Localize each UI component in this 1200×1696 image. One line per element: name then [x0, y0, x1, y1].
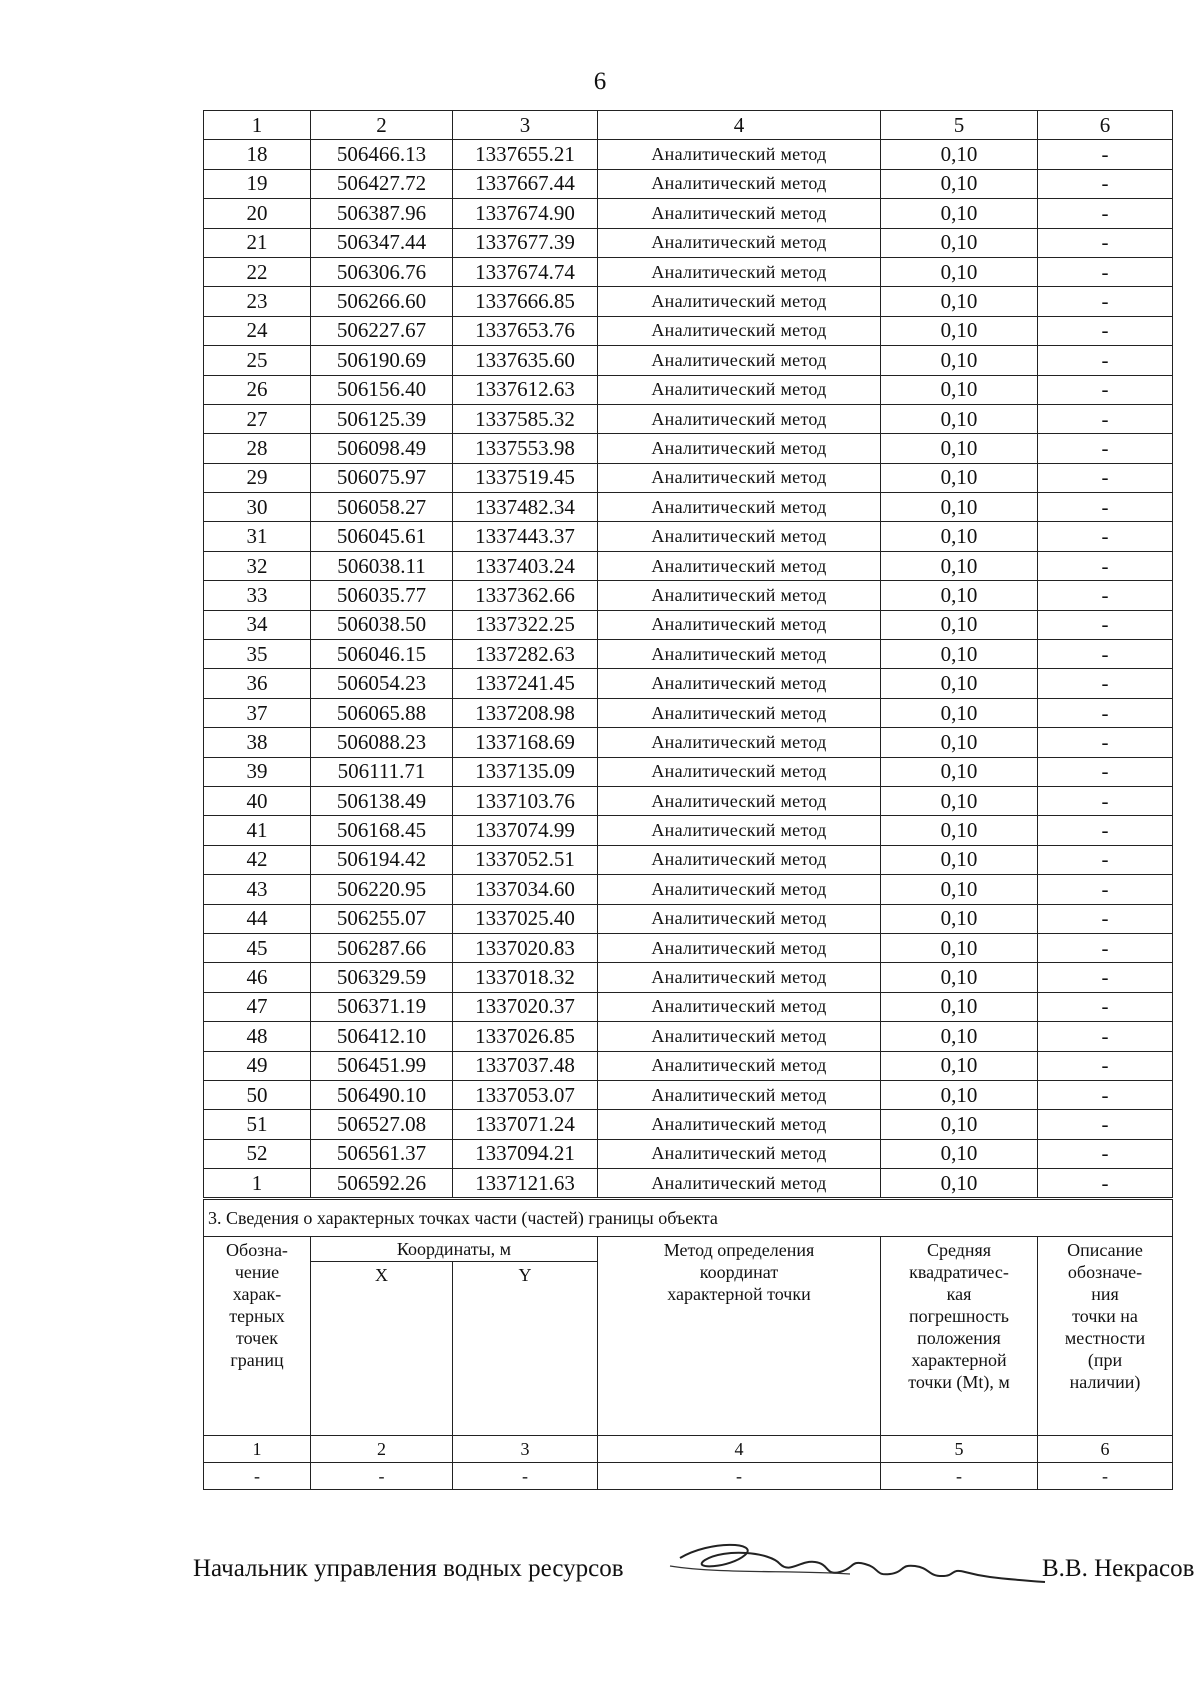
y-coordinate-cell: 1337071.24 [453, 1110, 598, 1139]
error-cell: 0,10 [881, 375, 1038, 404]
method-cell: Аналитический метод [598, 140, 881, 169]
error-cell: 0,10 [881, 1110, 1038, 1139]
description-cell: - [1038, 346, 1173, 375]
x-coordinate-cell: 506058.27 [311, 493, 453, 522]
error-cell: 0,10 [881, 640, 1038, 669]
point-number-cell: 34 [204, 610, 311, 639]
description-cell: - [1038, 1110, 1173, 1139]
point-number-cell: 23 [204, 287, 311, 316]
part-number-row [204, 1436, 1173, 1463]
x-coordinate-cell: 506054.23 [311, 669, 453, 698]
error-cell: 0,10 [881, 933, 1038, 962]
y-coordinate-cell: 1337674.74 [453, 257, 598, 286]
error-cell: 0,10 [881, 346, 1038, 375]
table-row [204, 992, 1173, 1021]
table-row [204, 287, 1173, 316]
table-row [204, 257, 1173, 286]
method-cell: Аналитический метод [598, 1139, 881, 1168]
description-cell: - [1038, 581, 1173, 610]
y-coordinate-cell: 1337135.09 [453, 757, 598, 786]
y-coordinate-cell: 1337482.34 [453, 493, 598, 522]
y-coordinate-cell: 1337034.60 [453, 875, 598, 904]
error-cell: 0,10 [881, 228, 1038, 257]
point-number-cell: 49 [204, 1051, 311, 1080]
signature-image [650, 1530, 1050, 1600]
y-header: Y [453, 1262, 598, 1436]
y-coordinate-cell: 1337362.66 [453, 581, 598, 610]
table-row [204, 199, 1173, 228]
x-coordinate-cell: 506046.15 [311, 640, 453, 669]
point-number-cell: 44 [204, 904, 311, 933]
point-number-cell: 42 [204, 845, 311, 874]
description-cell: - [1038, 434, 1173, 463]
table-row [204, 463, 1173, 492]
table-row [204, 1051, 1173, 1080]
point-number-cell: 48 [204, 1022, 311, 1051]
method-cell: Аналитический метод [598, 346, 881, 375]
column-number: 4 [598, 1436, 881, 1463]
column-number: 4 [598, 111, 881, 140]
table-row [204, 963, 1173, 992]
description-cell: - [1038, 728, 1173, 757]
column-number: 5 [881, 111, 1038, 140]
point-number-cell: 19 [204, 169, 311, 198]
method-cell: Аналитический метод [598, 375, 881, 404]
method-cell: Аналитический метод [598, 610, 881, 639]
table-row [204, 1169, 1173, 1198]
y-coordinate-cell: 1337037.48 [453, 1051, 598, 1080]
x-coordinate-cell: 506451.99 [311, 1051, 453, 1080]
point-number-cell: 28 [204, 434, 311, 463]
x-coordinate-cell: 506347.44 [311, 228, 453, 257]
x-coordinate-cell: 506220.95 [311, 875, 453, 904]
table-row [204, 581, 1173, 610]
y-coordinate-cell: 1337241.45 [453, 669, 598, 698]
table-row [204, 816, 1173, 845]
point-number-cell: 30 [204, 493, 311, 522]
method-cell: Аналитический метод [598, 786, 881, 815]
error-cell: 0,10 [881, 728, 1038, 757]
description-cell: - [1038, 551, 1173, 580]
method-cell: Аналитический метод [598, 1169, 881, 1198]
error-cell: 0,10 [881, 522, 1038, 551]
x-coordinate-cell: 506412.10 [311, 1022, 453, 1051]
signatory-position: Начальник управления водных ресурсов [193, 1555, 624, 1582]
column-number: 5 [881, 1436, 1038, 1463]
description-cell: - [1038, 199, 1173, 228]
table-row [204, 1080, 1173, 1109]
x-coordinate-cell: 506287.66 [311, 933, 453, 962]
x-coordinate-cell: 506227.67 [311, 316, 453, 345]
y-coordinate-cell: 1337094.21 [453, 1139, 598, 1168]
table-row [204, 786, 1173, 815]
method-cell: Аналитический метод [598, 904, 881, 933]
error-cell: 0,10 [881, 316, 1038, 345]
x-coordinate-cell: 506190.69 [311, 346, 453, 375]
y-coordinate-cell: 1337052.51 [453, 845, 598, 874]
y-coordinate-cell: 1337667.44 [453, 169, 598, 198]
method-cell: Аналитический метод [598, 522, 881, 551]
y-coordinate-cell: 1337677.39 [453, 228, 598, 257]
y-coordinate-cell: 1337208.98 [453, 698, 598, 727]
x-coordinate-cell: 506111.71 [311, 757, 453, 786]
y-coordinate-cell: 1337666.85 [453, 287, 598, 316]
x-coordinate-cell: 506194.42 [311, 845, 453, 874]
description-cell: - [1038, 287, 1173, 316]
method-cell: Аналитический метод [598, 963, 881, 992]
description-cell: - [1038, 933, 1173, 962]
point-number-cell: 25 [204, 346, 311, 375]
point-number-cell: 18 [204, 140, 311, 169]
description-cell: - [1038, 1169, 1173, 1198]
point-number-cell: 26 [204, 375, 311, 404]
point-number-cell: 37 [204, 698, 311, 727]
error-cell: 0,10 [881, 1139, 1038, 1168]
method-cell: Аналитический метод [598, 1110, 881, 1139]
column-number: 1 [204, 111, 311, 140]
description-cell: - [1038, 1139, 1173, 1168]
x-coordinate-cell: 506527.08 [311, 1110, 453, 1139]
method-cell: Аналитический метод [598, 581, 881, 610]
error-cell: 0,10 [881, 1051, 1038, 1080]
y-coordinate-cell: 1337443.37 [453, 522, 598, 551]
table-row [204, 757, 1173, 786]
description-cell: - [1038, 1022, 1173, 1051]
part-header-row [204, 1237, 1173, 1262]
column-number: 1 [204, 1436, 311, 1463]
table-row [204, 640, 1173, 669]
x-coordinate-cell: 506306.76 [311, 257, 453, 286]
y-coordinate-cell: 1337674.90 [453, 199, 598, 228]
y-coordinate-cell: 1337403.24 [453, 551, 598, 580]
y-coordinate-cell: 1337026.85 [453, 1022, 598, 1051]
table-row [204, 1022, 1173, 1051]
description-cell: - [1038, 963, 1173, 992]
point-number-cell: 52 [204, 1139, 311, 1168]
description-cell: - [1038, 757, 1173, 786]
x-coordinate-cell: 506371.19 [311, 992, 453, 1021]
point-number-cell: 22 [204, 257, 311, 286]
description-cell: - [1038, 463, 1173, 492]
description-cell: - [1038, 669, 1173, 698]
error-header: Средняя квадратичес- кая погрешность положения характерной точки (Mt), м [881, 1237, 1038, 1436]
description-cell: - [1038, 1080, 1173, 1109]
description-header: Описание обозначе- ния точки на местности (при наличии) [1038, 1237, 1173, 1436]
method-cell: Аналитический метод [598, 404, 881, 433]
method-cell: Аналитический метод [598, 199, 881, 228]
point-number-cell: 39 [204, 757, 311, 786]
point-number-cell: 21 [204, 228, 311, 257]
method-cell: Аналитический метод [598, 287, 881, 316]
description-cell: - [1038, 169, 1173, 198]
section-title: 3. Сведения о характерных точках части (частей) границы объекта [204, 1200, 1173, 1237]
x-coordinate-cell: 506038.50 [311, 610, 453, 639]
description-cell: - [1038, 698, 1173, 727]
error-cell: 0,10 [881, 1169, 1038, 1198]
method-cell: Аналитический метод [598, 1022, 881, 1051]
method-cell: Аналитический метод [598, 228, 881, 257]
error-cell: 0,10 [881, 904, 1038, 933]
x-coordinate-cell: 506125.39 [311, 404, 453, 433]
part-boundary-table [203, 1199, 1173, 1490]
table-cell: - [311, 1463, 453, 1490]
error-cell: 0,10 [881, 493, 1038, 522]
x-coordinate-cell: 506035.77 [311, 581, 453, 610]
x-header: X [311, 1262, 453, 1436]
table-row [204, 316, 1173, 345]
description-cell: - [1038, 522, 1173, 551]
point-number-cell: 45 [204, 933, 311, 962]
x-coordinate-cell: 506561.37 [311, 1139, 453, 1168]
y-coordinate-cell: 1337519.45 [453, 463, 598, 492]
y-coordinate-cell: 1337322.25 [453, 610, 598, 639]
point-number-cell: 1 [204, 1169, 311, 1198]
method-cell: Аналитический метод [598, 816, 881, 845]
point-number-cell: 36 [204, 669, 311, 698]
table-row [204, 228, 1173, 257]
description-cell: - [1038, 640, 1173, 669]
signatory-name: В.В. Некрасов [1042, 1555, 1195, 1582]
x-coordinate-cell: 506490.10 [311, 1080, 453, 1109]
column-number-row [204, 111, 1173, 140]
table-row [204, 669, 1173, 698]
method-cell: Аналитический метод [598, 551, 881, 580]
error-cell: 0,10 [881, 287, 1038, 316]
point-number-cell: 35 [204, 640, 311, 669]
error-cell: 0,10 [881, 199, 1038, 228]
error-cell: 0,10 [881, 992, 1038, 1021]
error-cell: 0,10 [881, 786, 1038, 815]
description-cell: - [1038, 316, 1173, 345]
column-number: 2 [311, 1436, 453, 1463]
x-coordinate-cell: 506266.60 [311, 287, 453, 316]
y-coordinate-cell: 1337585.32 [453, 404, 598, 433]
error-cell: 0,10 [881, 845, 1038, 874]
point-number-cell: 32 [204, 551, 311, 580]
y-coordinate-cell: 1337018.32 [453, 963, 598, 992]
method-cell: Аналитический метод [598, 434, 881, 463]
x-coordinate-cell: 506592.26 [311, 1169, 453, 1198]
method-cell: Аналитический метод [598, 640, 881, 669]
point-number-cell: 51 [204, 1110, 311, 1139]
description-cell: - [1038, 257, 1173, 286]
x-coordinate-cell: 506156.40 [311, 375, 453, 404]
coordinates-header: Координаты, м [311, 1237, 598, 1262]
y-coordinate-cell: 1337020.37 [453, 992, 598, 1021]
method-header: Метод определения координат характерной точки [598, 1237, 881, 1436]
x-coordinate-cell: 506466.13 [311, 140, 453, 169]
y-coordinate-cell: 1337282.63 [453, 640, 598, 669]
y-coordinate-cell: 1337025.40 [453, 904, 598, 933]
method-cell: Аналитический метод [598, 728, 881, 757]
method-cell: Аналитический метод [598, 1080, 881, 1109]
method-cell: Аналитический метод [598, 992, 881, 1021]
x-coordinate-cell: 506038.11 [311, 551, 453, 580]
description-cell: - [1038, 140, 1173, 169]
point-number-cell: 41 [204, 816, 311, 845]
error-cell: 0,10 [881, 963, 1038, 992]
description-cell: - [1038, 992, 1173, 1021]
method-cell: Аналитический метод [598, 257, 881, 286]
description-cell: - [1038, 493, 1173, 522]
x-coordinate-cell: 506088.23 [311, 728, 453, 757]
table-row [204, 728, 1173, 757]
y-coordinate-cell: 1337121.63 [453, 1169, 598, 1198]
error-cell: 0,10 [881, 463, 1038, 492]
table-row [204, 845, 1173, 874]
error-cell: 0,10 [881, 757, 1038, 786]
point-number-cell: 33 [204, 581, 311, 610]
error-cell: 0,10 [881, 581, 1038, 610]
point-number-cell: 38 [204, 728, 311, 757]
y-coordinate-cell: 1337053.07 [453, 1080, 598, 1109]
point-number-cell: 46 [204, 963, 311, 992]
table-row [204, 551, 1173, 580]
table-row [204, 1139, 1173, 1168]
x-coordinate-cell: 506427.72 [311, 169, 453, 198]
x-coordinate-cell: 506255.07 [311, 904, 453, 933]
y-coordinate-cell: 1337020.83 [453, 933, 598, 962]
point-number-cell: 43 [204, 875, 311, 904]
x-coordinate-cell: 506138.49 [311, 786, 453, 815]
method-cell: Аналитический метод [598, 757, 881, 786]
error-cell: 0,10 [881, 669, 1038, 698]
x-coordinate-cell: 506065.88 [311, 698, 453, 727]
table-row [204, 875, 1173, 904]
table-row [204, 434, 1173, 463]
designation-header: Обозна- чение харак- терных точек границ [204, 1237, 311, 1436]
y-coordinate-cell: 1337635.60 [453, 346, 598, 375]
table-row [204, 1110, 1173, 1139]
description-cell: - [1038, 228, 1173, 257]
method-cell: Аналитический метод [598, 845, 881, 874]
error-cell: 0,10 [881, 404, 1038, 433]
x-coordinate-cell: 506387.96 [311, 199, 453, 228]
x-coordinate-cell: 506045.61 [311, 522, 453, 551]
description-cell: - [1038, 875, 1173, 904]
y-coordinate-cell: 1337168.69 [453, 728, 598, 757]
error-cell: 0,10 [881, 257, 1038, 286]
y-coordinate-cell: 1337553.98 [453, 434, 598, 463]
method-cell: Аналитический метод [598, 169, 881, 198]
column-number: 6 [1038, 1436, 1173, 1463]
error-cell: 0,10 [881, 610, 1038, 639]
error-cell: 0,10 [881, 1022, 1038, 1051]
method-cell: Аналитический метод [598, 463, 881, 492]
section-title-row [204, 1200, 1173, 1237]
point-number-cell: 24 [204, 316, 311, 345]
error-cell: 0,10 [881, 551, 1038, 580]
table-row [204, 610, 1173, 639]
error-cell: 0,10 [881, 875, 1038, 904]
error-cell: 0,10 [881, 140, 1038, 169]
table-cell: - [881, 1463, 1038, 1490]
page-number: 6 [593, 68, 607, 95]
description-cell: - [1038, 845, 1173, 874]
table-cell: - [453, 1463, 598, 1490]
point-number-cell: 31 [204, 522, 311, 551]
table-row [204, 698, 1173, 727]
method-cell: Аналитический метод [598, 933, 881, 962]
x-coordinate-cell: 506168.45 [311, 816, 453, 845]
point-number-cell: 27 [204, 404, 311, 433]
x-coordinate-cell: 506098.49 [311, 434, 453, 463]
y-coordinate-cell: 1337074.99 [453, 816, 598, 845]
table-row [204, 404, 1173, 433]
table-cell: - [598, 1463, 881, 1490]
part-data-row [204, 1463, 1173, 1490]
point-number-cell: 29 [204, 463, 311, 492]
error-cell: 0,10 [881, 169, 1038, 198]
column-number: 6 [1038, 111, 1173, 140]
method-cell: Аналитический метод [598, 875, 881, 904]
description-cell: - [1038, 610, 1173, 639]
table-row [204, 904, 1173, 933]
column-number: 3 [453, 111, 598, 140]
error-cell: 0,10 [881, 434, 1038, 463]
table-row [204, 346, 1173, 375]
y-coordinate-cell: 1337655.21 [453, 140, 598, 169]
table-cell: - [204, 1463, 311, 1490]
column-number: 3 [453, 1436, 598, 1463]
point-number-cell: 40 [204, 786, 311, 815]
method-cell: Аналитический метод [598, 1051, 881, 1080]
error-cell: 0,10 [881, 816, 1038, 845]
column-number: 2 [311, 111, 453, 140]
description-cell: - [1038, 904, 1173, 933]
error-cell: 0,10 [881, 1080, 1038, 1109]
table-row [204, 522, 1173, 551]
table-row [204, 140, 1173, 169]
table-row [204, 493, 1173, 522]
description-cell: - [1038, 816, 1173, 845]
description-cell: - [1038, 404, 1173, 433]
table-cell: - [1038, 1463, 1173, 1490]
boundary-points-table [203, 110, 1173, 1198]
description-cell: - [1038, 786, 1173, 815]
x-coordinate-cell: 506075.97 [311, 463, 453, 492]
x-coordinate-cell: 506329.59 [311, 963, 453, 992]
method-cell: Аналитический метод [598, 669, 881, 698]
description-cell: - [1038, 1051, 1173, 1080]
y-coordinate-cell: 1337653.76 [453, 316, 598, 345]
error-cell: 0,10 [881, 698, 1038, 727]
description-cell: - [1038, 375, 1173, 404]
y-coordinate-cell: 1337103.76 [453, 786, 598, 815]
point-number-cell: 20 [204, 199, 311, 228]
point-number-cell: 50 [204, 1080, 311, 1109]
method-cell: Аналитический метод [598, 316, 881, 345]
table-row [204, 169, 1173, 198]
method-cell: Аналитический метод [598, 493, 881, 522]
table-row [204, 933, 1173, 962]
y-coordinate-cell: 1337612.63 [453, 375, 598, 404]
point-number-cell: 47 [204, 992, 311, 1021]
method-cell: Аналитический метод [598, 698, 881, 727]
table-row [204, 375, 1173, 404]
